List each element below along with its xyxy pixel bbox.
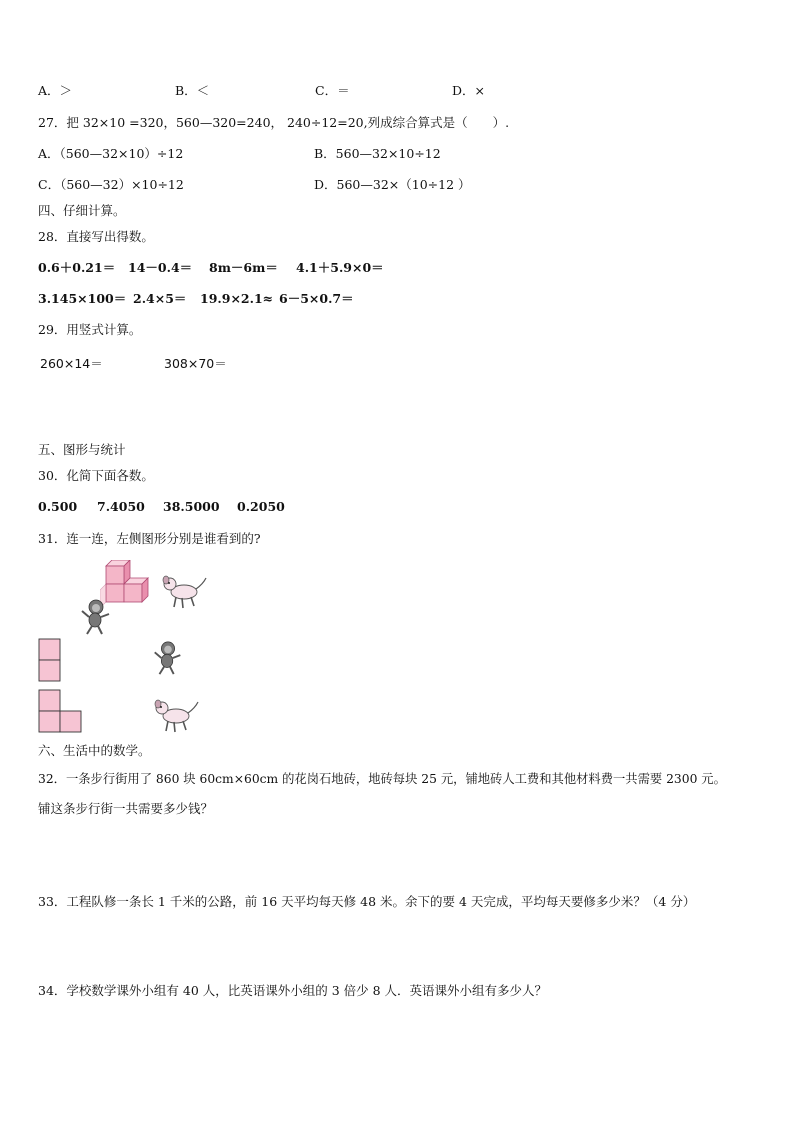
q27-option-c: C．（560—32）×10÷12: [38, 177, 184, 192]
monkey-icon: [78, 598, 114, 636]
q29-stem: 29．用竖式计算。: [38, 322, 142, 337]
dog-icon: [158, 574, 208, 610]
q27-stem: 27．把 32×10 =320，560—320=240， 240÷12=20,列成综合算式是（ ）.: [38, 115, 510, 130]
q28-item: 14－0.4＝: [128, 260, 193, 275]
q34-stem: 34．学校数学课外小组有 40 人，比英语课外小组的 3 倍少 8 人．英语课外小组有多少人？: [38, 983, 548, 998]
section-6-heading: 六、生活中的数学。: [38, 743, 151, 758]
q28-stem: 28．直接写出得数。: [38, 229, 154, 244]
q33-stem: 33．工程队修一条长 1 千米的公路，前 16 天平均每天修 48 米。余下的要 4 天完成，平均每天要修多少米？（4 分）: [38, 894, 696, 909]
monkey-icon: [150, 640, 186, 676]
q29-item: 308×70＝: [164, 356, 227, 371]
q26-option-a: A．＞: [38, 83, 73, 98]
q28-item: 4.1＋5.9×0＝: [296, 260, 384, 275]
q32-stem-line1: 32．一条步行街用了 860 块 60cm×60cm 的花岗石地砖，地砖每块 25 元，铺地砖人工费和其他材料费一共需要 2300 元。: [38, 772, 726, 786]
section-4-heading: 四、仔细计算。: [38, 203, 126, 218]
q26-option-b: B．＜: [175, 83, 210, 98]
q30-item: 0.500: [38, 499, 78, 514]
q28-item: 0.6＋0.21＝: [38, 260, 116, 275]
section-5-heading: 五、图形与统计: [38, 442, 126, 457]
q26-option-c: C．＝: [315, 83, 350, 98]
dog-icon: [150, 698, 200, 734]
q30-stem: 30．化简下面各数。: [38, 468, 154, 483]
q31-stem: 31．连一连，左侧图形分别是谁看到的?: [38, 531, 261, 546]
q26-option-d: D．×: [452, 83, 485, 98]
q28-item: 2.4×5＝: [133, 291, 187, 306]
q27-option-a: A．（560—32×10）÷12: [38, 146, 184, 161]
q28-item: 3.145×100＝: [38, 291, 127, 306]
q30-item: 7.4050: [97, 499, 145, 514]
q28-item: 8m－6m＝: [209, 260, 278, 275]
q27-option-b: B．560—32×10÷12: [314, 146, 441, 161]
q27-option-d: D．560—32×（10÷12 ）: [314, 177, 471, 192]
q30-item: 0.2050: [237, 499, 285, 514]
q32-stem-line2: 铺这条步行街一共需要多少钱？: [38, 801, 214, 816]
stacked-squares-figure: [38, 638, 62, 682]
q30-item: 38.5000: [163, 499, 220, 514]
q28-item: 19.9×2.1≈: [200, 291, 274, 306]
q29-item: 260×14＝: [40, 356, 103, 371]
l-shape-squares-figure: [38, 689, 84, 735]
q28-item: 6－5×0.7＝: [279, 291, 354, 306]
